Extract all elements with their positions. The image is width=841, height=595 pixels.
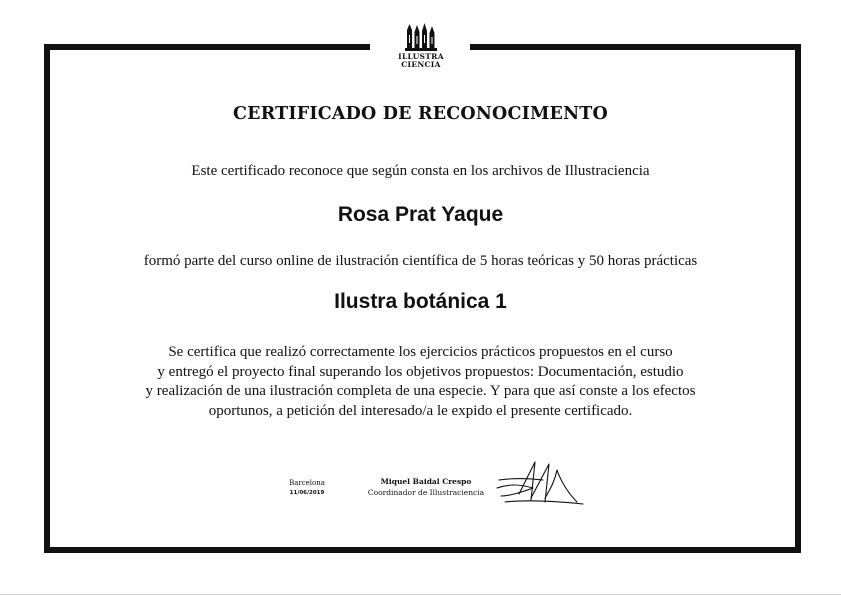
signer-block — [360, 476, 492, 498]
handwritten-signature-icon — [493, 458, 585, 508]
signer-role: Coordinador de Illustraciencia — [367, 488, 485, 497]
logo-line-2: CIENCIA — [401, 60, 441, 69]
issue-date: 11/06/2019 — [289, 490, 325, 496]
place-date-block — [272, 478, 342, 498]
certificate-title: CERTIFICADO DE RECONOCIMENTO — [233, 104, 608, 124]
place: Barcelona — [289, 479, 325, 487]
certification-paragraph — [0, 343, 841, 421]
paragraph-line: Se certifica que realizó correctamente los ejercicios prácticos propuestos en el curso — [168, 344, 673, 360]
logo-line-1: ILLUSTRA — [398, 52, 444, 61]
paragraph-line: oportunos, a petición del interesado/a le expido el presente certificado. — [208, 402, 633, 419]
paragraph-line: y realización de una ilustración completa de una especie. Y para que así conste a los efectos — [145, 383, 696, 399]
illustraciencia-logo — [390, 22, 452, 69]
signer-name: Miquel Baidal Crespo — [380, 477, 472, 486]
quill-pens-logo-icon — [401, 22, 441, 52]
recipient-name: Rosa Prat Yaque — [337, 203, 504, 226]
course-description: formó parte del curso online de ilustración científica de 5 horas teóricas y 50 horas prácticas — [143, 253, 698, 269]
course-name: Ilustra botánica 1 — [334, 290, 507, 313]
intro-text: Este certificado reconoce que según consta en los archivos de Illustraciencia — [191, 163, 650, 179]
paragraph-line: y entregó el proyecto final superando los objetivos propuestos: Documentación, estudio — [157, 363, 684, 380]
